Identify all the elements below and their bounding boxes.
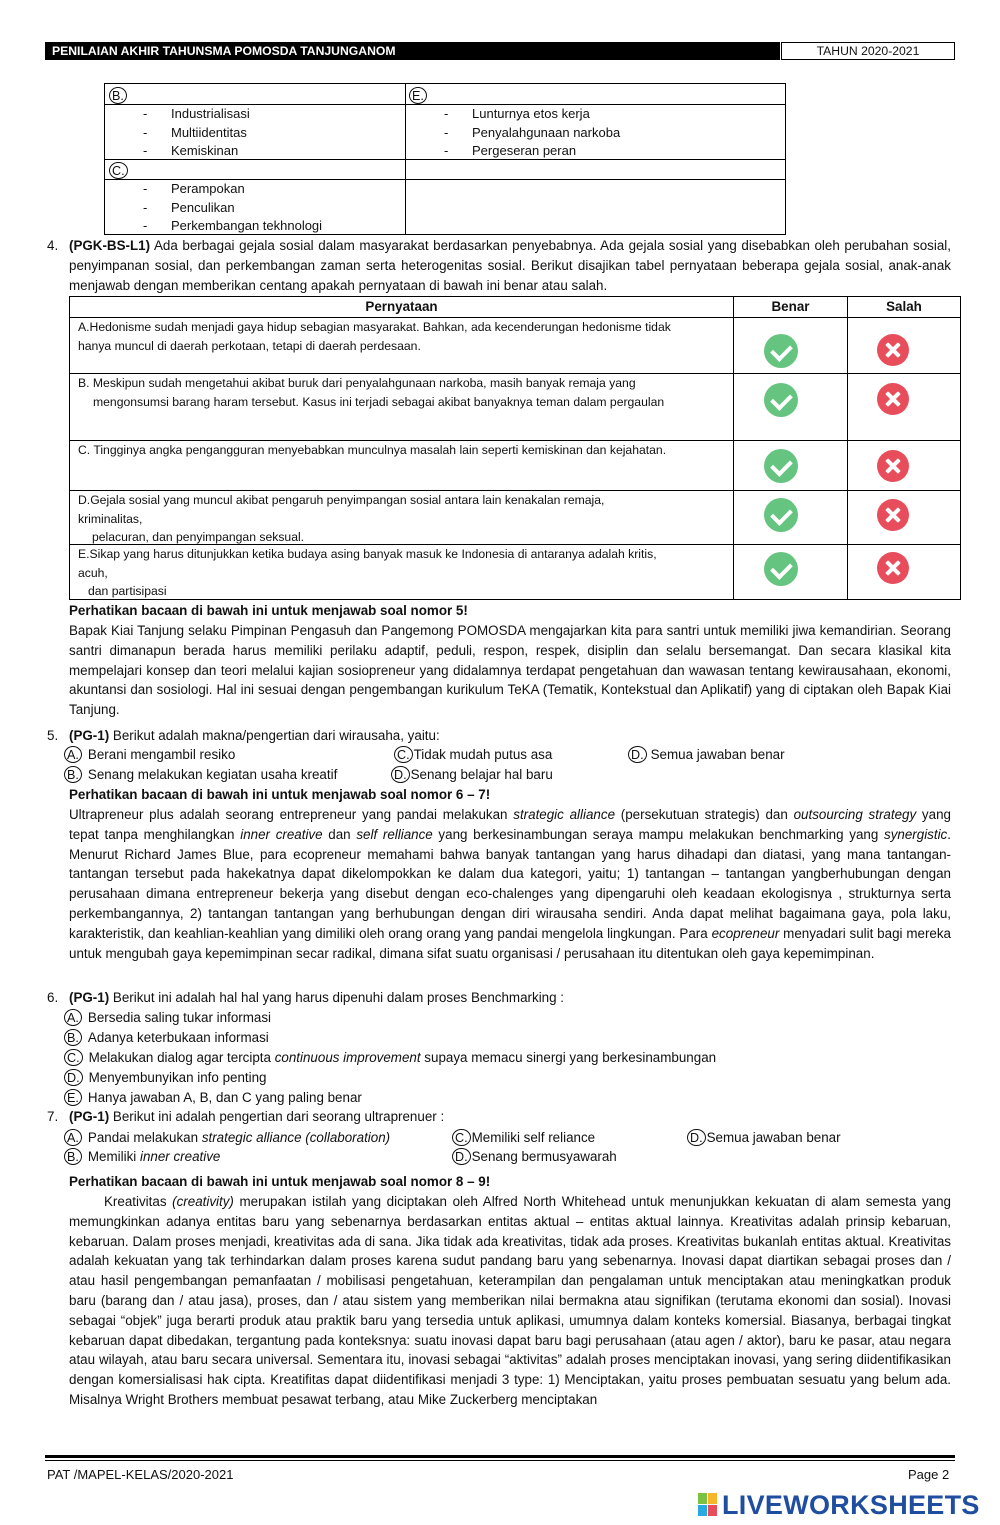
- cell-b-list: [143, 105, 250, 161]
- q7-option-a[interactable]: A. Pandai melakukan strategic alliance (collaboration): [64, 1128, 390, 1148]
- causes-table: [104, 83, 786, 235]
- list-item: - Penyalahgunaan narkoba: [444, 124, 620, 143]
- q7-number: 7.: [47, 1109, 59, 1124]
- statement-d: D.Gejala sosial yang muncul akibat pengaruh penyimpangan sosial antara lain kenakalan remaja, kriminalitas, pelacuran, dan penyimpangan seksual.: [78, 493, 605, 545]
- false-cross-icon[interactable]: [877, 450, 909, 482]
- q6-option-a[interactable]: A. Bersedia saling tukar informasi: [64, 1008, 271, 1028]
- list-item: - Multiidentitas: [143, 124, 250, 143]
- q5-number: 5.: [47, 728, 59, 743]
- cell-e-list: [444, 105, 620, 161]
- list-item: - Industrialisasi: [143, 105, 250, 124]
- true-check-icon[interactable]: [764, 552, 798, 586]
- cell-c-label: C.: [109, 161, 128, 181]
- true-check-icon[interactable]: [764, 498, 798, 532]
- cell-c-list: [143, 180, 322, 236]
- footer-rule-thin: [45, 1460, 955, 1461]
- q5-option-d2[interactable]: D. Senang belajar hal baru: [391, 765, 553, 785]
- q6-number: 6.: [47, 990, 59, 1005]
- statement-e: E.Sikap yang harus ditunjukkan ketika budaya asing banyak masuk ke Indonesia di antaranya adalah kritis, acuh, dan partisipasi: [78, 547, 657, 599]
- col-true: Benar: [771, 299, 810, 314]
- q5-option-a[interactable]: A. Berani mengambil resiko: [64, 745, 235, 765]
- false-cross-icon[interactable]: [877, 499, 909, 531]
- q6-question: (PG-1) Berikut ini adalah hal hal yang harus dipenuhi dalam proses Benchmarking :: [69, 990, 564, 1005]
- statement-a: A.Hedonisme sudah menjadi gaya hidup sebagian masyarakat. Bahkan, ada kecenderungan hedonisme tidak hanya muncul di daerah perkotaan, tetapi di daerah perdesaan.: [78, 320, 671, 353]
- false-cross-icon[interactable]: [877, 334, 909, 366]
- page-number: Page 2: [908, 1467, 950, 1482]
- footer-left: PAT /MAPEL-KELAS/2020-2021: [47, 1467, 234, 1482]
- q5-option-b[interactable]: B. Senang melakukan kegiatan usaha kreatif: [64, 765, 337, 785]
- reading5-text: Bapak Kiai Tanjung selaku Pimpinan Pengasuh dan Pangemong POMOSDA mengajarkan kita para santri untuk memiliki jiwa kemandirian. Seorang santri dimanapun berada harus memiliki perilaku adaptif, peduli, respon, respek, disiplin dan selalu bersemangat. Dan secara klasikal kita mempelajari konsep dan teori melalui kajian sosiopreneur yang didalamnya terdapat pengetahuan dan wawasan tentang kewirausahaan, ekonomi, akuntansi dan sosiologi. Hal ini sesuai dengan pengembangan kurikulum TeKA (Tematik, Kontekstual dan Aplikatif) yang di ciptakan oleh Bapak Kiai Tanjung.: [69, 623, 951, 718]
- col-statement: Pernyataan: [365, 299, 438, 314]
- statement-c: C. Tingginya angka pengangguran menyebabkan munculnya masalah lain seperti kemiskinan dan kejahatan.: [78, 443, 667, 457]
- true-check-icon[interactable]: [764, 449, 798, 483]
- reading89-heading: Perhatikan bacaan di bawah ini untuk menjawab soal nomor 8 – 9!: [69, 1174, 491, 1189]
- q7-question: (PG-1) Berikut ini adalah pengertian dari seorang ultraprenuer :: [69, 1109, 445, 1124]
- col-false: Salah: [886, 299, 922, 314]
- header-year: TAHUN 2020-2021: [781, 42, 955, 60]
- list-item: - Pergeseran peran: [444, 142, 620, 161]
- list-item: - Perkembangan tekhnologi: [143, 217, 322, 236]
- list-item: - Lunturnya etos kerja: [444, 105, 620, 124]
- reading67-text: Ultrapreneur plus adalah seorang entrepreneur yang pandai melakukan strategic alliance (persekutuan strategis) dan outsourcing strategy yang tepat tanpa menghilangkan inner creative dan self relliance yang berkesinambungan seraya mampu melakukan benchmarking yang synergistic. Menurut Richard James Blue, para ecopreneur memahami bahwa banyak tantangan yang harus dihadapi dan diatasi, yang mana tantangan-tantangan tersebut pada hakekatnya dapat dikelompokkan ke dalam dua kategori, yaitu; 1) tantangan – tantangan yangberhubungan dengan perusahaan dimana entrepreneur bekerja yang disebut dengan eco-chalenges yang dipengaruhi oleh keadaan ekologisnya , strukturnya serta perkembangannya, 2) tantangan tantangan yang berhubungan dengan diri wirausaha sendiri. Anda dapat melihat bagaimana gaya, pola laku, karakteristik, dan keahlian-keahlian yang dimiliki oleh orang orang yang pandai mengelola lingkungan. Para ecopreneur menyadari sulit bagi mereka untuk mengubah gaya kepemimpinan secar radikal, dimana sifat suatu organisasi / perusahaan itu ditentukan oleh gaya kepemimpinan.: [69, 807, 951, 961]
- reading67-heading: Perhatikan bacaan di bawah ini untuk menjawab soal nomor 6 – 7!: [69, 787, 491, 802]
- false-cross-icon[interactable]: [877, 552, 909, 584]
- q4-number: 4.: [47, 238, 59, 253]
- logo-mark-icon: [698, 1493, 718, 1517]
- cell-b-label: B.: [109, 86, 127, 106]
- q7-option-c[interactable]: C. Memiliki self reliance: [452, 1128, 595, 1148]
- q6-option-e[interactable]: E. Hanya jawaban A, B, dan C yang paling benar: [64, 1088, 362, 1108]
- true-check-icon[interactable]: [764, 334, 798, 368]
- q6-option-d[interactable]: D. Menyembunyikan info penting: [64, 1068, 267, 1088]
- q7-option-d2[interactable]: D. Senang bermusyawarah: [452, 1147, 617, 1167]
- q6-option-c[interactable]: C. Melakukan dialog agar tercipta continuous improvement supaya memacu sinergi yang berkesinambungan: [64, 1048, 716, 1068]
- q6-option-b[interactable]: B. Adanya keterbukaan informasi: [64, 1028, 269, 1048]
- cell-e-label: E.: [409, 86, 427, 106]
- q7-option-d[interactable]: D. Semua jawaban benar: [687, 1128, 841, 1148]
- header-title: PENILAIAN AKHIR TAHUNSMA POMOSDA TANJUNGANOM: [52, 44, 396, 58]
- false-cross-icon[interactable]: [877, 383, 909, 415]
- statement-table: [69, 296, 961, 600]
- q5-option-c[interactable]: C. Tidak mudah putus asa: [394, 745, 552, 765]
- reading89-text: Kreativitas (creativity) merupakan istilah yang diciptakan oleh Alfred North Whitehead untuk menunjukkan kekuatan di alam semesta yang memungkinkan adanya entitas baru yang sebenarnya berdasarkan entitas aktual – entitas aktual lainnya. Kreativitas adalah prinsip kebaruan, kebaruan. Dalam proses menjadi, kreativitas ada di sana. Jika tidak ada kreativitas, tidak ada proses. Kreativitas bukanlah entitas aktual. Kreativitas adalah kekuatan yang tak terhindarkan dalam proses karena sudut pandang baru yang sebenarnya. Inovasi dapat diartikan sebagai proses dan / atau hasil pengembangan pemanfaatan / mobilisasi pengetahuan, keterampilan dan pengalaman untuk menciptakan atau meningkatkan produk baru (barang dan / atau jasa), proses, dan / atau sistem yang memberikan nilai bermakna atau signifikan (terutama ekonomi dan sosial). Inovasi sebagai “objek” juga berarti produk atau praktik baru yang tersedia untuk aplikasi, umumnya dalam konteks komersial. Biasanya, berbagai tingkat kebaruan dapat dibedakan, tergantung pada konteksnya: suatu inovasi dapat baru bagi perusahaan (atau agen / aktor), baru ke pasar, atau negara atau wilayah, atau baru secara universal. Sementara itu, inovasi sebagai “aktivitas” adalah proses menciptakan inovasi, yang sering diidentifikasikan dengan komersialisasi hak cipta. Kreatifitas dapat diidentifikasi menjadi 3 type: 1) Menciptakan, yaitu proses pembuatan sesuatu yang belum ada. Misalnya Wright Brothers membuat pesawat terbang, atau Mike Zuckerberg menciptakan: [69, 1194, 951, 1407]
- list-item: - Penculikan: [143, 199, 322, 218]
- q7-option-b[interactable]: B. Memiliki inner creative: [64, 1147, 220, 1167]
- list-item: - Kemiskinan: [143, 142, 250, 161]
- list-item: - Perampokan: [143, 180, 322, 199]
- statement-b: B. Meskipun sudah mengetahui akibat buruk dari penyalahgunaan narkoba, masih banyak remaja yang mengonsumsi barang haram tersebut. Kasus ini terjadi sebagai akibat banyaknya teman dalam pergaulan: [78, 376, 665, 409]
- true-check-icon[interactable]: [764, 383, 798, 417]
- reading5-heading: Perhatikan bacaan di bawah ini untuk menjawab soal nomor 5!: [69, 603, 468, 618]
- q5-option-d[interactable]: D. Semua jawaban benar: [628, 745, 785, 765]
- q5-question: (PG-1) Berikut adalah makna/pengertian dari wirausaha, yaitu:: [69, 728, 440, 743]
- liveworksheets-logo[interactable]: LIVEWORKSHEETS: [698, 1490, 980, 1520]
- q4-question: (PGK-BS-L1) Ada berbagai gejala sosial dalam masyarakat berdasarkan penyebabnya. Ada gejala sosial yang disebabkan oleh perubahan sosial, penyimpanan sosial, dan perkembangan zaman serta heterogenitas sosial. Berikut disajikan tabel pernyataan beberapa gejala sosial, anak-anak menjawab dengan memberikan centang apakah pernyataan di bawah ini benar atau salah.: [69, 238, 951, 293]
- footer-rule: [45, 1455, 955, 1458]
